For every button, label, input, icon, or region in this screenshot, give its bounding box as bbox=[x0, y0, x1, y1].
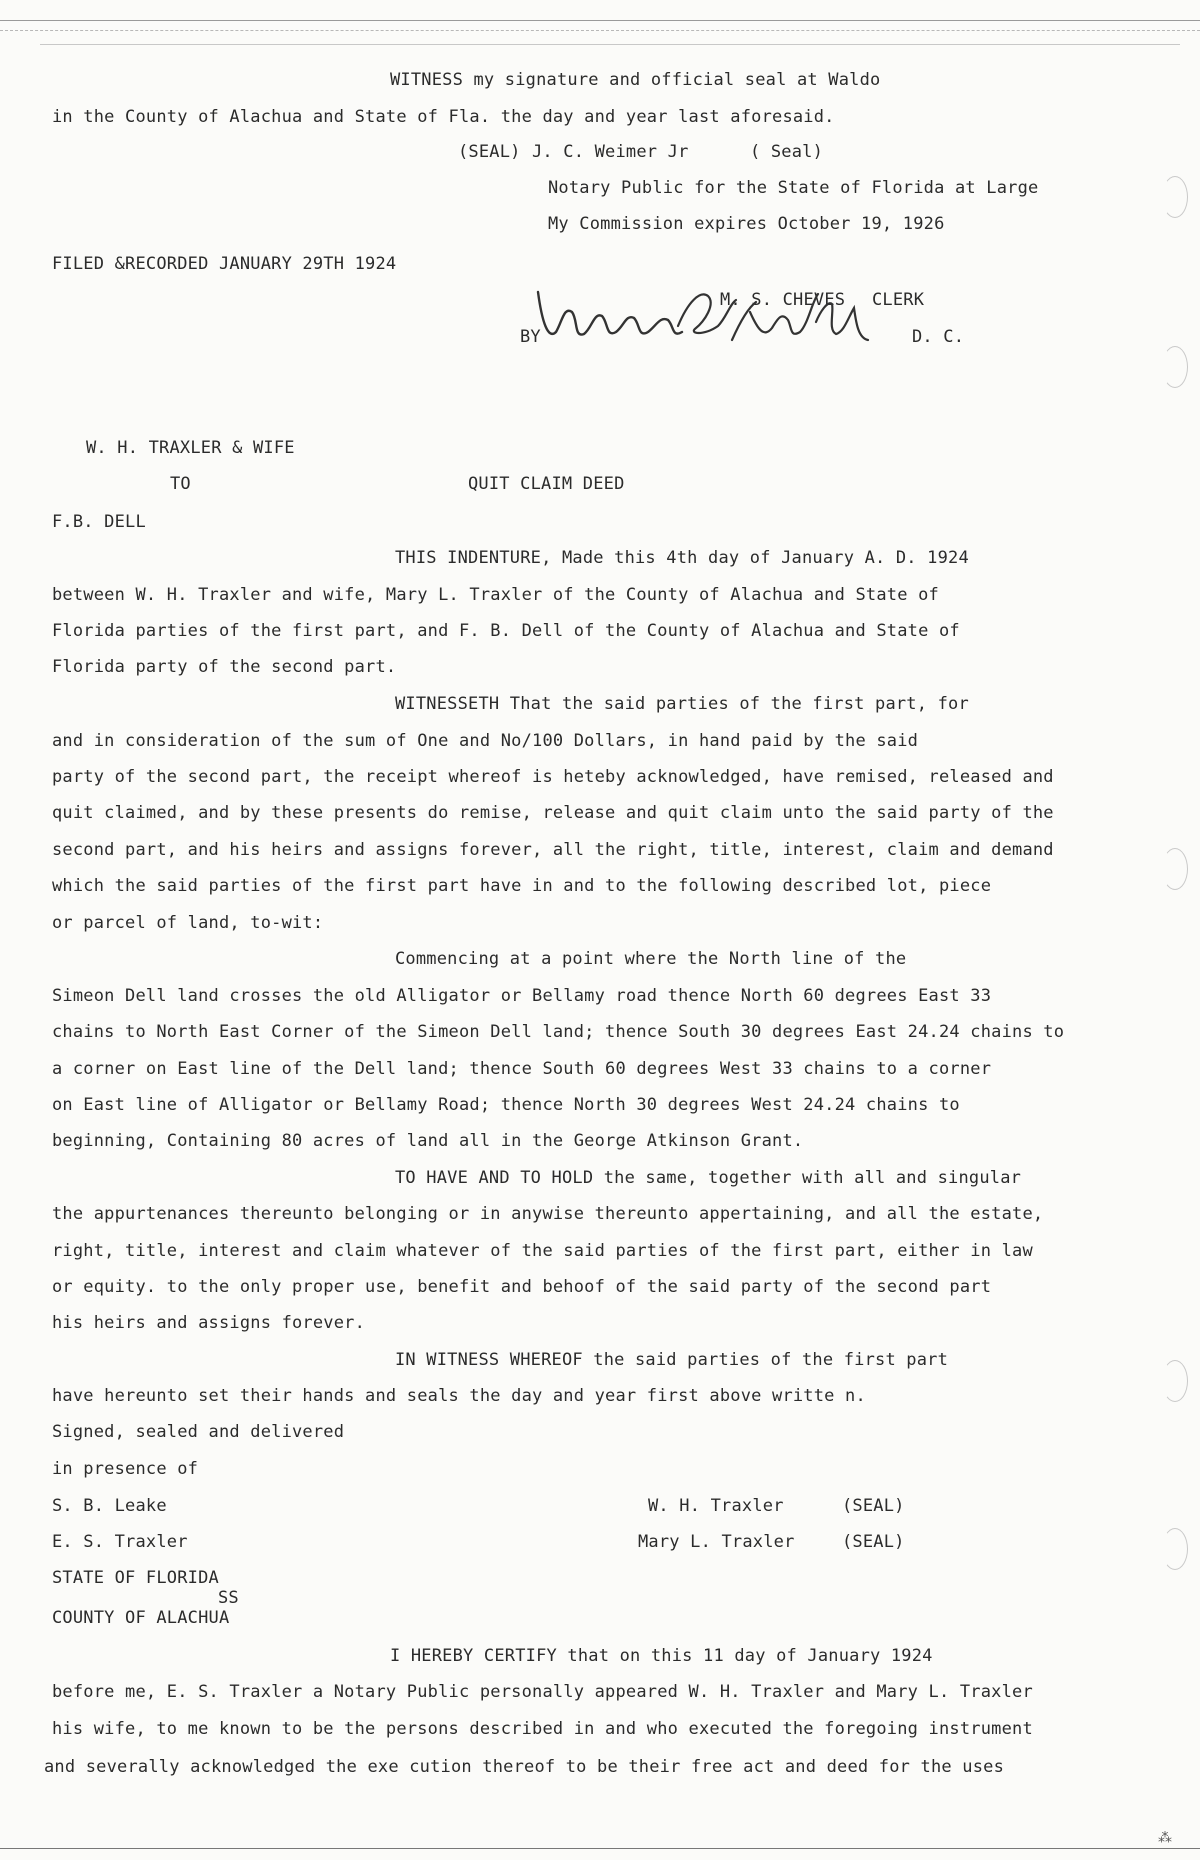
grantor-heading: W. H. TRAXLER & WIFE bbox=[86, 438, 295, 458]
legal-description-line: Simeon Dell land crosses the old Alligator or Bellamy road thence North 60 degrees East 33 bbox=[52, 986, 992, 1006]
witness-name: S. B. Leake bbox=[52, 1496, 167, 1516]
body-line: or parcel of land, to-wit: bbox=[52, 913, 324, 933]
habendum-line: right, title, interest and claim whatever of the said parties of the first part, either in law bbox=[52, 1241, 1033, 1261]
by-label: BY bbox=[520, 327, 541, 347]
certificate-line: I HEREBY CERTIFY that on this 11 day of January 1924 bbox=[390, 1646, 933, 1666]
top-rule-light bbox=[40, 44, 1180, 45]
signatory-seal: (SEAL) bbox=[842, 1532, 905, 1552]
attestation-line: Signed, sealed and delivered bbox=[52, 1422, 345, 1442]
body-line: and in consideration of the sum of One and No/100 Dollars, in hand paid by the said bbox=[52, 731, 919, 751]
punch-hole-icon bbox=[1162, 346, 1188, 388]
body-line: which the said parties of the first part have in and to the following described lot, piece bbox=[52, 876, 992, 896]
signatory-name: Mary L. Traxler bbox=[638, 1532, 795, 1552]
notary-county-line: in the County of Alachua and State of Fla. the day and year last aforesaid. bbox=[52, 107, 835, 127]
deed-type-heading: QUIT CLAIM DEED bbox=[468, 474, 625, 494]
body-line: Florida parties of the first part, and F. B. Dell of the County of Alachua and State of bbox=[52, 621, 960, 641]
notary-signature-name: J. C. Weimer Jr bbox=[532, 142, 689, 162]
body-line: THIS INDENTURE, Made this 4th day of January A. D. 1924 bbox=[395, 548, 969, 568]
witness-name: E. S. Traxler bbox=[52, 1532, 188, 1552]
attestation-line: in presence of bbox=[52, 1459, 199, 1479]
body-line: party of the second part, the receipt whereof is heteby acknowledged, have remised, released and bbox=[52, 767, 1054, 787]
habendum-line: or equity. to the only proper use, benefit and behoof of the said party of the second part bbox=[52, 1277, 992, 1297]
habendum-line: his heirs and assigns forever. bbox=[52, 1313, 366, 1333]
ink-speck-icon: ⁂ bbox=[1158, 1830, 1172, 1846]
deputy-clerk-signature bbox=[528, 282, 878, 350]
venue-ss: SS bbox=[218, 1588, 239, 1608]
punch-hole-icon bbox=[1162, 176, 1188, 218]
top-rule-dashed bbox=[0, 30, 1200, 31]
bottom-rule bbox=[0, 1848, 1200, 1849]
deputy-clerk-label: D. C. bbox=[912, 327, 965, 347]
venue-state: STATE OF FLORIDA bbox=[52, 1568, 219, 1588]
clerk-name: M. S. CHEVES bbox=[720, 290, 846, 310]
punch-hole-icon bbox=[1162, 848, 1188, 890]
notary-title: Notary Public for the State of Florida at Large bbox=[548, 178, 1039, 198]
signatory-seal: (SEAL) bbox=[842, 1496, 905, 1516]
legal-description-line: beginning, Containing 80 acres of land all in the George Atkinson Grant. bbox=[52, 1131, 804, 1151]
punch-hole-icon bbox=[1162, 1360, 1188, 1402]
habendum-line: the appurtenances thereunto belonging or in anywise thereunto appertaining, and all the estate, bbox=[52, 1204, 1044, 1224]
body-line: WITNESSETH That the said parties of the first part, for bbox=[395, 694, 969, 714]
to-heading: TO bbox=[170, 474, 191, 494]
body-line: Florida party of the second part. bbox=[52, 657, 397, 677]
notary-seal-right: ( Seal) bbox=[750, 142, 824, 162]
certificate-line: before me, E. S. Traxler a Notary Public personally appeared W. H. Traxler and Mary L. Traxler bbox=[52, 1682, 1033, 1702]
habendum-line: TO HAVE AND TO HOLD the same, together with all and singular bbox=[395, 1168, 1022, 1188]
body-line: quit claimed, and by these presents do remise, release and quit claim unto the said party of the bbox=[52, 803, 1054, 823]
signatory-name: W. H. Traxler bbox=[648, 1496, 784, 1516]
punch-hole-icon bbox=[1162, 1528, 1188, 1570]
grantee-heading: F.B. DELL bbox=[52, 512, 146, 532]
notary-commission: My Commission expires October 19, 1926 bbox=[548, 214, 945, 234]
body-line: between W. H. Traxler and wife, Mary L. Traxler of the County of Alachua and State of bbox=[52, 585, 939, 605]
legal-description-line: Commencing at a point where the North line of the bbox=[395, 949, 907, 969]
certificate-line: his wife, to me known to be the persons described in and who executed the foregoing instrument bbox=[52, 1719, 1033, 1739]
notary-witness-line: WITNESS my signature and official seal at Waldo bbox=[390, 70, 881, 90]
legal-description-line: a corner on East line of the Dell land; thence South 60 degrees West 33 chains to a corner bbox=[52, 1059, 992, 1079]
legal-description-line: chains to North East Corner of the Simeon Dell land; thence South 30 degrees East 24.24 chains to bbox=[52, 1022, 1065, 1042]
notary-seal-left: (SEAL) bbox=[458, 142, 521, 162]
body-line: second part, and his heirs and assigns forever, all the right, title, interest, claim and demand bbox=[52, 840, 1054, 860]
filed-recorded-line: FILED &RECORDED JANUARY 29TH 1924 bbox=[52, 254, 397, 274]
testimonium-line: IN WITNESS WHEREOF the said parties of the first part bbox=[395, 1350, 949, 1370]
top-rule bbox=[0, 20, 1200, 21]
venue-county: COUNTY OF ALACHUA bbox=[52, 1608, 230, 1628]
legal-description-line: on East line of Alligator or Bellamy Road; thence North 30 degrees West 24.24 chains to bbox=[52, 1095, 960, 1115]
certificate-line: and severally acknowledged the exe cution thereof to be their free act and deed for the uses bbox=[44, 1757, 1005, 1777]
clerk-title: CLERK bbox=[872, 290, 925, 310]
testimonium-line: have hereunto set their hands and seals the day and year first above writte n. bbox=[52, 1386, 866, 1406]
